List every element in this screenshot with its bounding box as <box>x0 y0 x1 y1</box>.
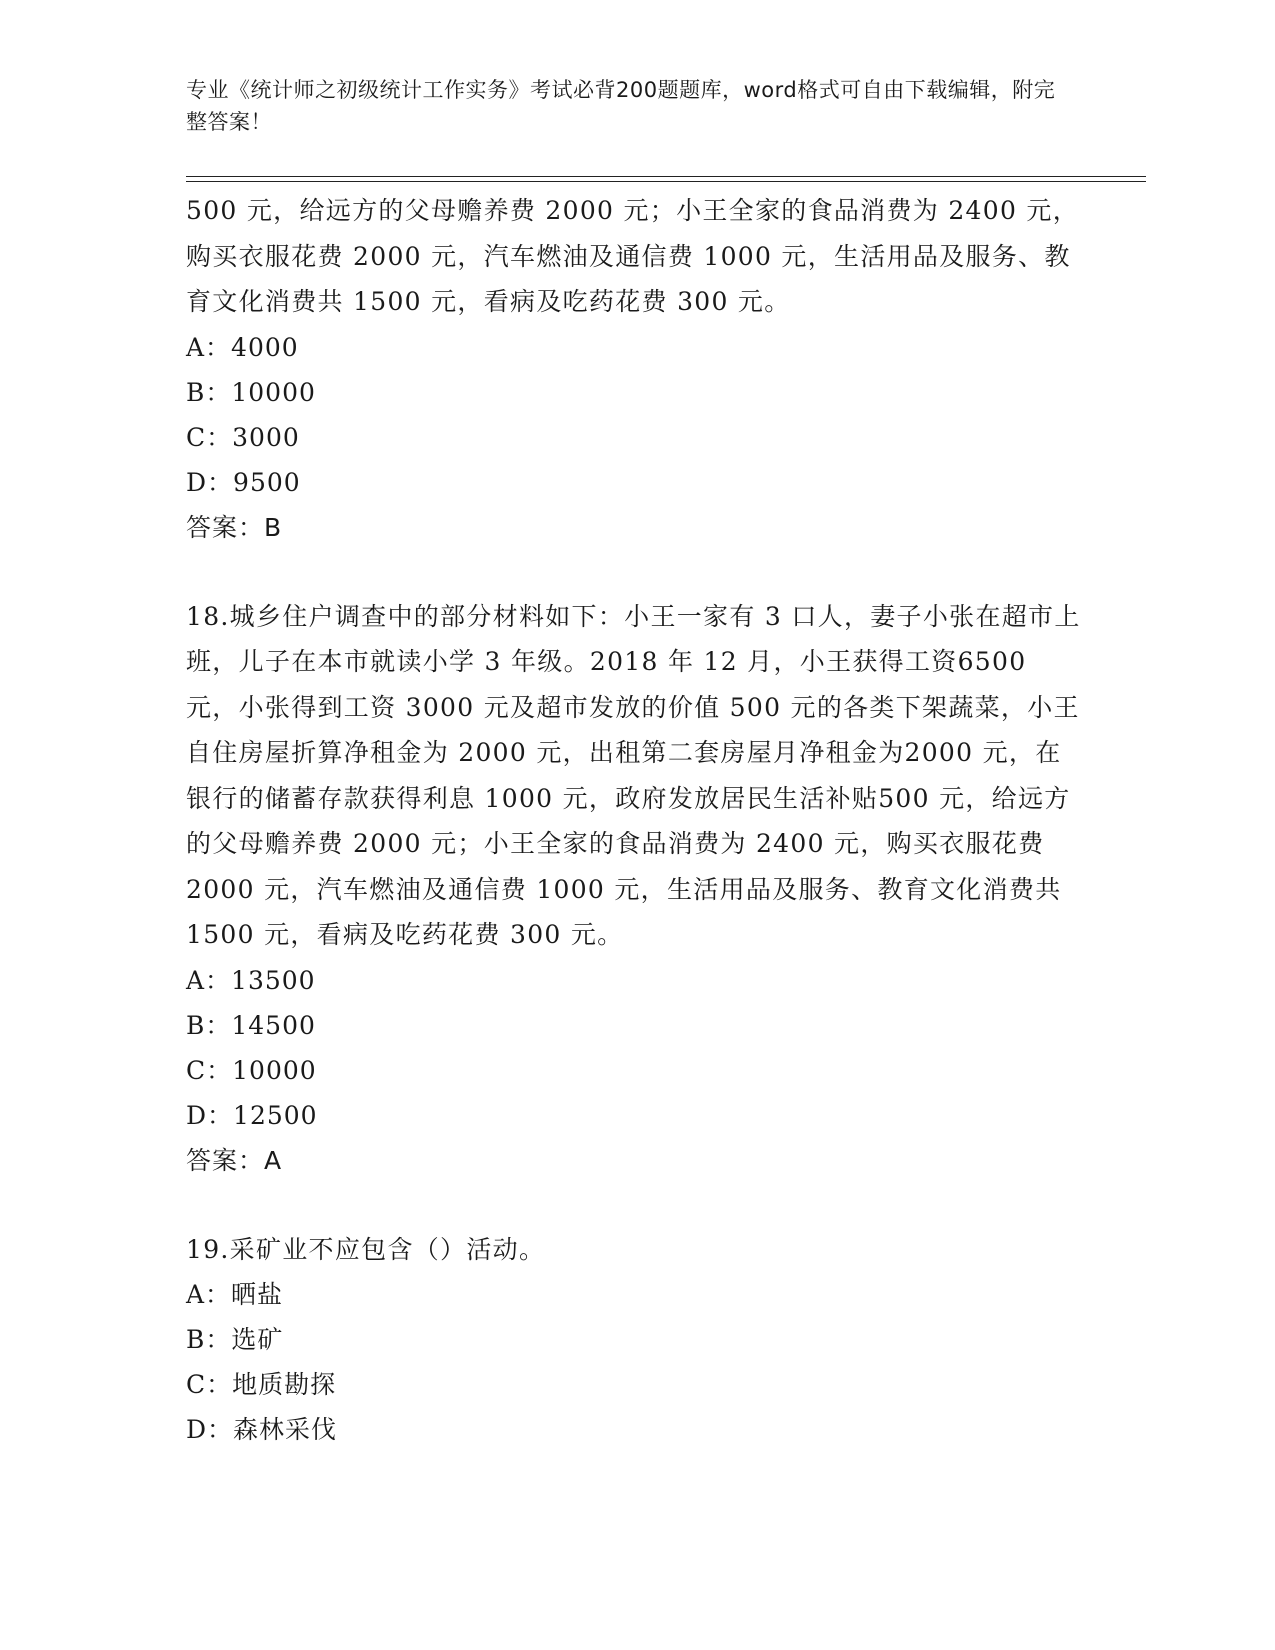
header-divider-bottom <box>186 181 1146 182</box>
header-divider-top <box>186 176 1146 177</box>
question-text: 19.采矿业不应包含（）活动。 <box>186 1234 546 1264</box>
option-c: C：10000 <box>186 1055 317 1085</box>
option-c: C：地质勘探 <box>186 1370 337 1399</box>
question-fragment <box>186 188 1086 550</box>
option-d: D：12500 <box>186 1100 318 1130</box>
option-b: B：14500 <box>186 1010 316 1040</box>
option-d: D：森林采伐 <box>186 1415 338 1444</box>
option-d: D：9500 <box>186 467 301 497</box>
question-19 <box>186 1227 1086 1453</box>
option-a: A：晒盐 <box>186 1280 284 1309</box>
question-18 <box>186 594 1086 1183</box>
option-b: B：10000 <box>186 377 316 407</box>
header-title: 专业《统计师之初级统计工作实务》考试必背200题题库，word格式可自由下载编辑，附完整答案！ <box>186 78 1056 134</box>
option-c: C：3000 <box>186 422 300 452</box>
option-a: A：4000 <box>186 332 299 362</box>
answer-line: 答案：B <box>186 512 283 542</box>
document-header <box>186 74 1066 138</box>
option-b: B：选矿 <box>186 1325 284 1354</box>
question-text: 18.城乡住户调查中的部分材料如下：小王一家有 3 口人，妻子小张在超市上班，儿子在本市就读小学 3 年级。2018 年 12 月，小王获得工资6500 元，小张得到工资 3000 元及超市发放的价值 500 元的各类下架蔬菜，小王自住房屋折算净租金为 2000 元，出租第二套房屋月净租金为2000 元，在银行的储蓄存款获得利息 1000 元，政府发放居民生活补贴500 元，给远方的父母赡养费 2000 元；小王全家的食品消费为 2400 元，购买衣服花费 2000 元，汽车燃油及通信费 1000 元，生活用品及服务、教育文化消费共 1500 元，看病及吃药花费 300 元。 <box>186 601 1081 949</box>
answer-line: 答案：A <box>186 1145 283 1175</box>
document-body <box>186 188 1086 1452</box>
question-text: 500 元，给远方的父母赡养费 2000 元；小王全家的食品消费为 2400 元，购买衣服花费 2000 元，汽车燃油及通信费 1000 元，生活用品及服务、教育文化消费共 1500 元，看病及吃药花费 300 元。 <box>186 196 1079 316</box>
option-a: A：13500 <box>186 965 316 995</box>
